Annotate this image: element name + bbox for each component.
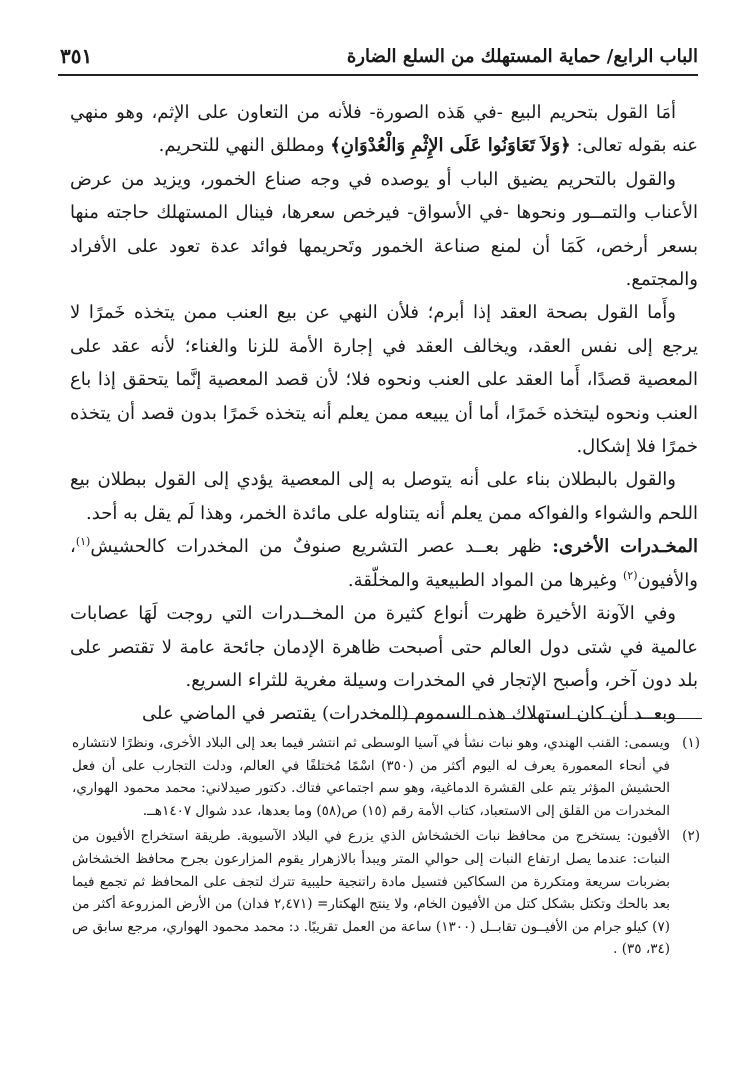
paragraph-5-mid: ، والأفيون xyxy=(70,536,698,591)
footnote-number: (١) xyxy=(682,735,700,751)
section-subheading: المخـدرات الأخرى: xyxy=(552,536,698,558)
footnote-2 xyxy=(72,825,700,961)
paragraph-3: وأَما القول بصحة العقد إذا أبرم؛ فلأن النهي عن بيع العنب ممن يتخذه خَمرًا لا يرجع إلى نفس العقد، ويخالف العقد في إجارة الأمة للزنا والغناء؛ لأنه عقد على المعصية قصدًا، أَما العقد على العنب ونحوه فلا؛ لأن قصد المعصية إنَّما يتحقق إذا باع العنب ونحوه ليتخذه خَمرًا، أما أن يبيعه ممن يعلم أنه يتخذه خَمرًا بدون قصد أن يتخذه خمرًا فلا إشكال. xyxy=(70,302,698,458)
footnote-number: (٢) xyxy=(682,828,700,845)
paragraph-7: وبعــد أن كان استهلاك هذه السموم (المخدرات) يقتصر في الماضي على xyxy=(142,703,676,725)
page-number: ٣٥١ xyxy=(60,44,93,68)
footnote-text: الأفيون: يستخرج من محافظ نبات الخشخاش الذي يزرع في البلاد الآسيوية. طريقة استخراج الأفيون من النبات: عندما يصل ارتفاع النبات إلى حوالي المتر ويبدأ بالازهرار يقوم المزارعون بجرح محافظ الخشخاش بضربات سريعة ومتكررة من السكاكين فتسيل مادة راتنجية حليبية تترك لتجف على المحافظ ثم تجمع فيما بعد بالحك وتكتل بشكل كتل من الأفيون الخام، ولا ينتج الهكتار= (٢,٤٧١ فدان) من الأرض المزروعة أكثر من (٧) كيلو جرام من الأفيــون تقابــل (١٣٠٠) ساعة من العمل تقريبًا. د: محمد محمود الهواري، مرجع سابق ص (٣٤، ٣٥) . xyxy=(72,828,670,958)
paragraph-5 xyxy=(70,530,698,597)
paragraph-5-text: ظهر بعــد عصر التشريع صنوفٌ من المخدرات كالحشيش xyxy=(90,536,553,558)
running-header xyxy=(58,44,698,76)
paragraph-1 xyxy=(70,96,698,163)
paragraph-4: والقول بالبطلان بناء على أنه يتوصل به إلى المعصية يؤدي إلى القول ببطلان بيع اللحم والشواء والفواكه ممن يعلم أنه يتناوله على مائدة الخمر، وهذا لَم يقل به أحد. xyxy=(70,469,698,524)
main-text xyxy=(70,96,698,731)
footnotes xyxy=(72,732,700,964)
paragraph-6: وفي الآونة الأخيرة ظهرت أنواع كثيرة من المخــدرات التي روجت لَهَا عصابات عالمية في شتى دول العالم حتى أصبحت ظاهرة الإدمان جائحة عامة لا تقتصر على بلد دون آخر، وأصبح الإتجار في المخدرات وسيلة مغرية للثراء السريع. xyxy=(70,603,698,691)
footnote-text: ويسمى: القنب الهندي، وهو نبات نشأ في آسيا الوسطى ثم انتشر فيما بعد إلى البلاد الأخرى، ونظرًا لانتشاره في أنحاء المعمورة يعرف له اليوم أكثر من (٣٥٠) اسْمًا مُختلفًا في العالم، ودلت التجارب على أن فعل الحشيش المؤثر يتم على القشرة الدماغية، وهو سم اجتماعي فتاك. دكتور صيدلاني: محمد محمود الهواري، المخدرات من القلق إلى الاستعباد، كتاب الأمة رقم (١٥) ص(٥٨) وما بعدها، عدد شوال ١٤٠٧هــ. xyxy=(72,735,670,819)
footnote-1 xyxy=(72,732,700,822)
footnote-separator xyxy=(390,718,702,719)
quran-verse: ﴿وَلاَ تَعَاوَنُوا عَلَى الإِثْمِ وَالْعُدْوَانِ﴾ xyxy=(330,135,571,157)
footnote-ref-1[interactable]: (١) xyxy=(75,535,91,549)
paragraph-5-end: وغيرها من المواد الطبيعية والمخلّقة. xyxy=(347,569,623,591)
footnote-ref-2[interactable]: (٢) xyxy=(622,568,638,582)
paragraph-1-end: ومطلق النهي للتحريم. xyxy=(158,135,331,157)
paragraph-1-text: أمَا القول بتحريم البيع -في هَذه الصورة- فلأنه من التعاون على الإثم، وهو منهي عنه بقوله تعالى: xyxy=(70,102,698,157)
chapter-title: الباب الرابع/ حماية المستهلك من السلع الضارة xyxy=(346,46,698,67)
paragraph-2: والقول بالتحريم يضيق الباب أو يوصده في وجه صناع الخمور، ويزيد من عرض الأعناب والتمــور ونحوها -في الأسواق- فيرخص سعرها، فينال المستهلك حاجته منها بسعر أرخص، كَمَا أن لمنع صناعة الخمور وتَحريمها فوائد عدة تعود على الأفراد والمجتمع. xyxy=(70,168,698,291)
